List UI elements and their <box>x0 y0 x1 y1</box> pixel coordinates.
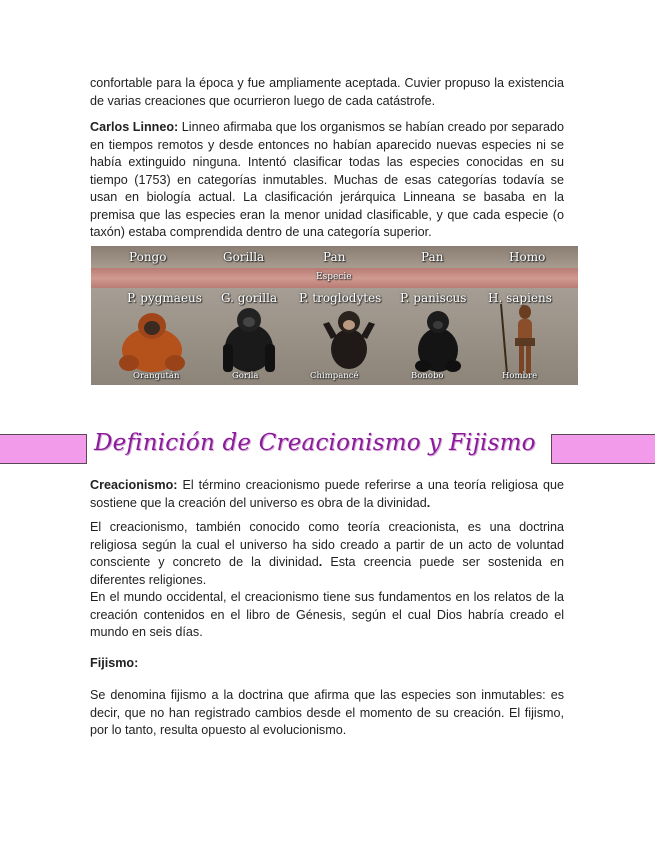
species-band-label: Especie <box>316 272 352 282</box>
heading-banner-right <box>551 434 655 464</box>
genus-label: Pongo <box>129 250 167 264</box>
species-label: P. troglodytes <box>299 291 382 305</box>
common-name-label: Gorila <box>232 371 259 381</box>
creacionismo-lead: Creacionismo: <box>90 478 178 492</box>
gorilla-image <box>219 304 279 374</box>
fijismo-paragraph: Se denomina fijismo a la doctrina que afirma que las especies son inmutables: es decir, que no han registrado cambios desde el momento de su creación. El fijismo, por lo tanto, resulta opuesto al evolucionismo. <box>90 688 564 737</box>
creacionismo-detail-a: El creacionismo, también conocido como teoría creacionista, es una doctrina religiosa según la cual el universo ha sido creado a partir de un acto de voluntad consciente y concreto de la divinidad <box>90 520 564 569</box>
species-label: H. sapiens <box>488 291 552 305</box>
creacionismo-detail-paragraph: El creacionismo, también conocido como teoría creacionista, es una doctrina religiosa según la cual el universo ha sido creado a partir de un acto de voluntad consciente y concreto de la divinidad. Esta creencia puede ser sostenida en diferentes religiones. En el mundo occidental, el creacionismo tiene sus fundamentos en los relatos de la creación contenidos en el libro de Génesis, según el cual Dios habría creado el mundo en seis días. <box>90 520 565 639</box>
creacionismo-detail-b: Esta creencia puede ser sostenida en diferentes religiones. <box>90 555 565 587</box>
human-image <box>493 300 553 376</box>
intro-paragraph: confortable para la época y fue ampliamente aceptada. Cuvier propuso la existencia de varias creaciones que ocurrieron luego de cada catástrofe. <box>90 76 564 108</box>
linneo-paragraph <box>90 119 564 242</box>
genus-label: Pan <box>421 250 444 264</box>
genus-label: Gorilla <box>223 250 265 264</box>
creacionismo-paragraph: Creacionismo: El término creacionismo puede referirse a una teoría religiosa que sostiene que la creación del universo es obra de la divinidad. <box>90 478 564 510</box>
bonobo-image <box>409 306 467 374</box>
creacionismo-detail-c: En el mundo occidental, el creacionismo tiene sus fundamentos en los relatos de la creación contenidos en el libro de Génesis, según el cual Dios habría creado el mundo en seis días. <box>90 590 564 639</box>
common-name-label: Bonobo <box>411 371 444 381</box>
common-name-label: Hombre <box>502 371 538 381</box>
orangutan-image <box>117 308 187 374</box>
creacionismo-text: El término creacionismo puede referirse a una teoría religiosa que sostiene que la creación del universo es obra de la divinidad <box>90 478 564 510</box>
linneo-lead: Carlos Linneo: <box>90 120 179 134</box>
genus-label: Homo <box>509 250 546 264</box>
species-label: P. pygmaeus <box>127 291 202 305</box>
species-label: P. paniscus <box>400 291 467 305</box>
heading-banner-left <box>0 434 87 464</box>
primate-classification-figure <box>91 246 578 385</box>
section-heading: Definición de Creacionismo y Fijismo <box>94 430 536 456</box>
genus-label: Pan <box>323 250 346 264</box>
fijismo-title: Fijismo: <box>90 656 139 670</box>
linneo-text: Linneo afirmaba que los organismos se habían creado por separado en tiempos remotos y desde entonces no habían aparecido nuevas especies ni se había extinguido ninguna. Intentó clasificar todas las especies conocidas en su tiempo (1753) en categorías inmutables. Muchas de esas categorías todavía se usan en biología actual. La clasificación jerárquica Linneana se basaba en la premisa que las especies eran la menor unidad clasificable, y que cada especie (o taxón) estaba comprendida dentro de una categoría superior. <box>90 120 564 239</box>
species-label: G. gorilla <box>221 291 278 305</box>
chimpanzee-image <box>319 304 379 374</box>
common-name-label: Chimpancé <box>310 371 359 381</box>
common-name-label: Orangután <box>133 371 180 381</box>
